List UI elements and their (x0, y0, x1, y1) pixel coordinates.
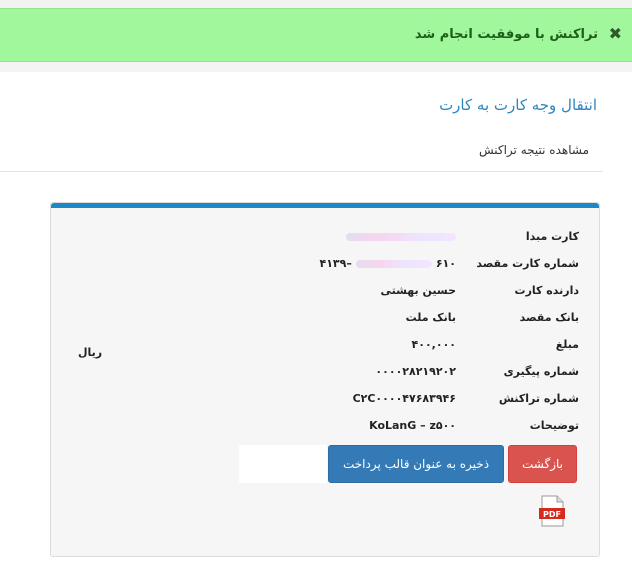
section-spacer (0, 62, 632, 72)
value-amount: ۴۰۰,۰۰۰ (411, 338, 456, 351)
label-description: توضیحات (529, 419, 579, 432)
value-transaction-number: C۲C۰۰۰۰۴۷۶۸۳۹۴۶ (352, 392, 456, 405)
close-icon[interactable]: ✖ (608, 24, 622, 43)
label-dest-bank: بانک مقصد (519, 311, 579, 324)
value-dest-card: ۶۱۰–۴۱۳۹ (319, 257, 456, 270)
label-tracking-number: شماره پیگیری (503, 365, 579, 378)
label-source-card: کارت مبدا (525, 230, 579, 243)
empty-slot (239, 445, 327, 483)
label-amount: مبلغ (555, 338, 579, 351)
value-description: KoLanG – z۵۰۰ (369, 419, 456, 432)
receipt-panel (50, 202, 600, 557)
success-alert (0, 8, 632, 62)
alert-message: تراکنش با موفقیت انجام شد (414, 27, 598, 42)
value-dest-bank: بانک ملت (405, 311, 456, 324)
page-title: انتقال وجه کارت به کارت (439, 96, 597, 114)
label-dest-card: شماره کارت مقصد (476, 257, 579, 270)
back-button[interactable]: بازگشت (508, 445, 577, 483)
top-strip (0, 0, 632, 8)
value-source-card (346, 230, 456, 243)
header-card (0, 72, 632, 172)
label-card-holder: دارنده کارت (514, 284, 579, 297)
value-card-holder: حسین بهشتی (380, 284, 456, 297)
divider (0, 171, 603, 172)
pdf-icon[interactable] (539, 495, 565, 527)
pdf-label: PDF (543, 510, 561, 519)
value-tracking-number: ۰۰۰۰۲۸۲۱۹۲۰۲ (375, 365, 456, 378)
panel-accent-bar (51, 203, 599, 208)
currency-unit: ریال (78, 346, 103, 359)
save-as-template-button[interactable]: ذخیره به عنوان قالب پرداخت (328, 445, 504, 483)
page-subtitle: مشاهده نتیجه تراکنش (478, 143, 589, 157)
label-transaction-number: شماره تراکنش (498, 392, 579, 405)
